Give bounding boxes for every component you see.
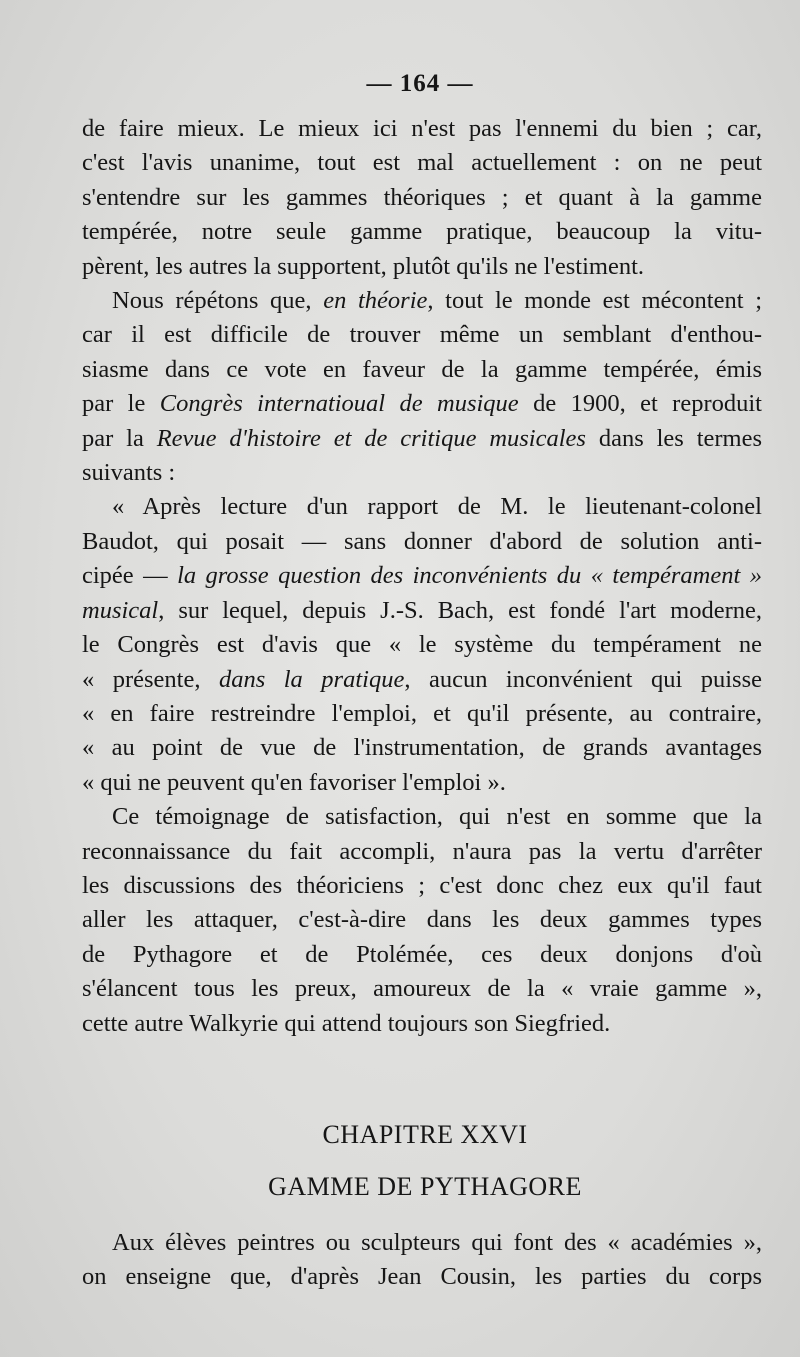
paragraph [82, 490, 762, 800]
text-line: de faire mieux. Le mieux ici n'est pas l'ennemi du bien ; car, [82, 115, 762, 142]
text-line: par la Revue d'histoire et de critique musicales dans les termes [82, 424, 762, 452]
text-line: s'élancent tous les preux, amoureux de la « vraie gamme », [82, 975, 762, 1003]
text-line: « présente, dans la pratique, aucun inconvénient qui puisse [82, 665, 762, 693]
text-line: musical, sur lequel, depuis J.-S. Bach, est fondé l'art moderne, [82, 596, 762, 624]
text-line: on enseigne que, d'après Jean Cousin, les parties du corps [82, 1263, 762, 1291]
text-line: reconnaissance du fait accompli, n'aura pas la vertu d'arrêter [82, 837, 762, 865]
text-line: les discussions des théoriciens ; c'est donc chez eux qu'il faut [82, 871, 762, 899]
text-line: s'entendre sur les gammes théoriques ; et quant à la gamme [82, 183, 762, 211]
text-line: « au point de vue de l'instrumentation, de grands avantages [82, 734, 762, 762]
text-line: le Congrès est d'avis que « le système du tempérament ne [82, 631, 762, 659]
chapter-number: CHAPITRE XXVI [322, 1120, 528, 1149]
text-line: Ce témoignage de satisfaction, qui n'est en somme que la [112, 803, 762, 831]
paragraph [82, 1226, 762, 1295]
text-line: cipée — la grosse question des inconvénients du « tempérament » [82, 562, 762, 590]
text-line: par le Congrès internatioual de musique de 1900, et reproduit [82, 390, 762, 418]
text-line: « en faire restreindre l'emploi, et qu'il présente, au contraire, [82, 699, 762, 727]
text-line: car il est difficile de trouver même un semblant d'enthou- [82, 321, 762, 349]
text-line: cette autre Walkyrie qui attend toujours son Siegfried. [82, 1009, 611, 1037]
text-line: de Pythagore et de Ptolémée, ces deux donjons d'où [82, 940, 762, 968]
text-line: tempérée, notre seule gamme pratique, beaucoup la vitu- [82, 218, 762, 246]
chapter-title: GAMME DE PYTHAGORE [268, 1172, 582, 1201]
text-line: Nous répétons que, en théorie, tout le monde est mécontent ; [112, 287, 762, 315]
text-line: pèrent, les autres la supportent, plutôt qu'ils ne l'estiment. [82, 252, 645, 280]
text-line: Aux élèves peintres ou sculpteurs qui font des « académies », [112, 1229, 762, 1256]
body-text [82, 112, 762, 1041]
text-line: suivants : [82, 459, 176, 487]
chapter-opening-text [82, 1226, 762, 1295]
text-line: « qui ne peuvent qu'en favoriser l'emploi ». [82, 768, 506, 796]
text-line: c'est l'avis unanime, tout est mal actuellement : on ne peut [82, 149, 762, 177]
paragraph [82, 112, 762, 284]
page-number: — 164 — [366, 70, 474, 97]
text-line: aller les attaquer, c'est-à-dire dans les deux gammes types [82, 906, 762, 934]
text-line: siasme dans ce vote en faveur de la gamme tempérée, émis [82, 355, 762, 383]
paragraph [82, 284, 762, 490]
paragraph [82, 800, 762, 1041]
text-line: Baudot, qui posait — sans donner d'abord de solution anti- [82, 527, 762, 555]
text-line: « Après lecture d'un rapport de M. le lieutenant-colonel [112, 493, 762, 521]
